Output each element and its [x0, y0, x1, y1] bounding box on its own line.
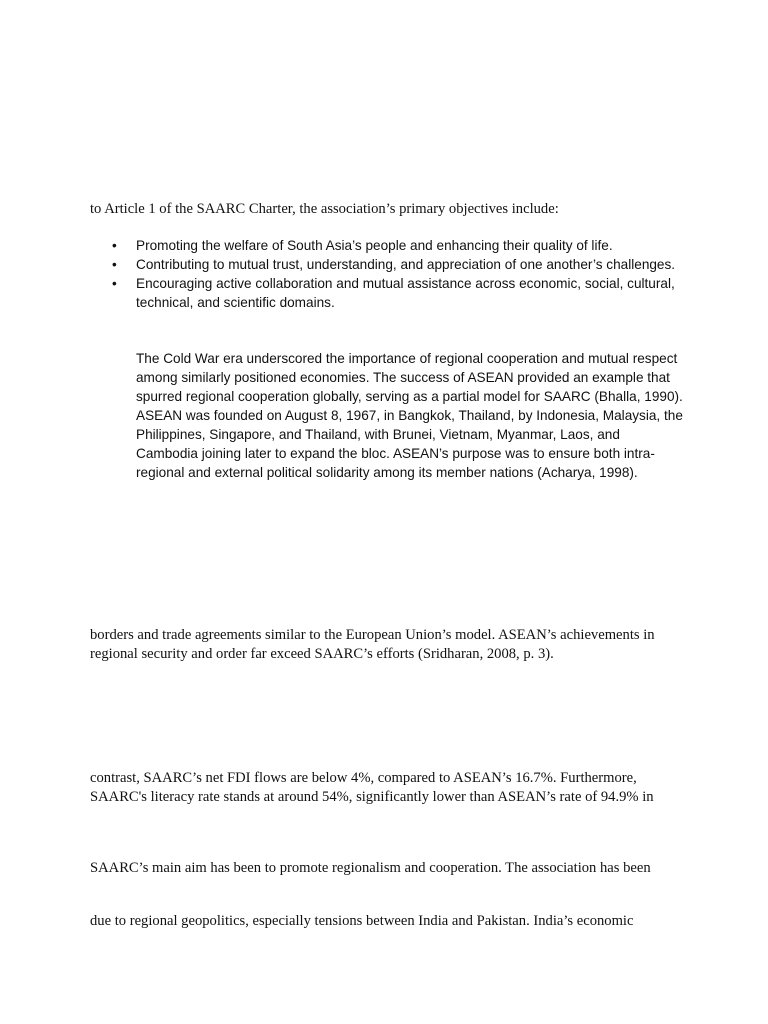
contrast-line-2: SAARC's literacy rate stands at around 54%, significantly lower than ASEAN’s rate of 94.9% in: [90, 789, 654, 805]
list-item: [90, 255, 690, 274]
bullet-icon: •: [112, 276, 117, 291]
objectives-list: [90, 236, 690, 312]
list-item: [90, 274, 690, 312]
objective-text: Encouraging active collaboration and mutual assistance across economic, social, cultural, technical, and scientific domains.: [136, 276, 675, 310]
list-item: [90, 236, 690, 255]
borders-line-1: borders and trade agreements similar to the European Union’s model. ASEAN’s achievements in: [90, 627, 655, 643]
borders-line-2: regional security and order far exceed SAARC’s efforts (Sridharan, 2008, p. 3).: [90, 646, 554, 662]
intro-line: to Article 1 of the SAARC Charter, the association’s primary objectives include:: [90, 201, 559, 217]
geopolitics-line: due to regional geopolitics, especially tensions between India and Pakistan. India’s economic: [90, 913, 634, 929]
aim-line: SAARC’s main aim has been to promote regionalism and cooperation. The association has been: [90, 860, 651, 876]
cold-war-paragraph: The Cold War era underscored the importance of regional cooperation and mutual respect among similarly positioned economies. The success of ASEAN provided an example that spurred regional cooperation globally, serving as a partial model for SAARC (Bhalla, 1990). ASEAN was founded on August 8, 1967, in Bangkok, Thailand, by Indonesia, Malaysia, the Philippines, Singapore, and Thailand, with Brunei, Vietnam, Myanmar, Laos, and Cambodia joining later to expand the bloc. ASEAN’s purpose was to ensure both intra-regional and external political solidarity among its member nations (Acharya, 1998).: [136, 351, 683, 480]
bullet-icon: •: [112, 257, 117, 272]
objective-text: Contributing to mutual trust, understanding, and appreciation of one another’s challenges.: [136, 257, 676, 272]
contrast-line-1: contrast, SAARC’s net FDI flows are below 4%, compared to ASEAN’s 16.7%. Furthermore,: [90, 770, 637, 786]
bullet-icon: •: [112, 238, 117, 253]
objective-text: Promoting the welfare of South Asia’s people and enhancing their quality of life.: [136, 238, 613, 253]
